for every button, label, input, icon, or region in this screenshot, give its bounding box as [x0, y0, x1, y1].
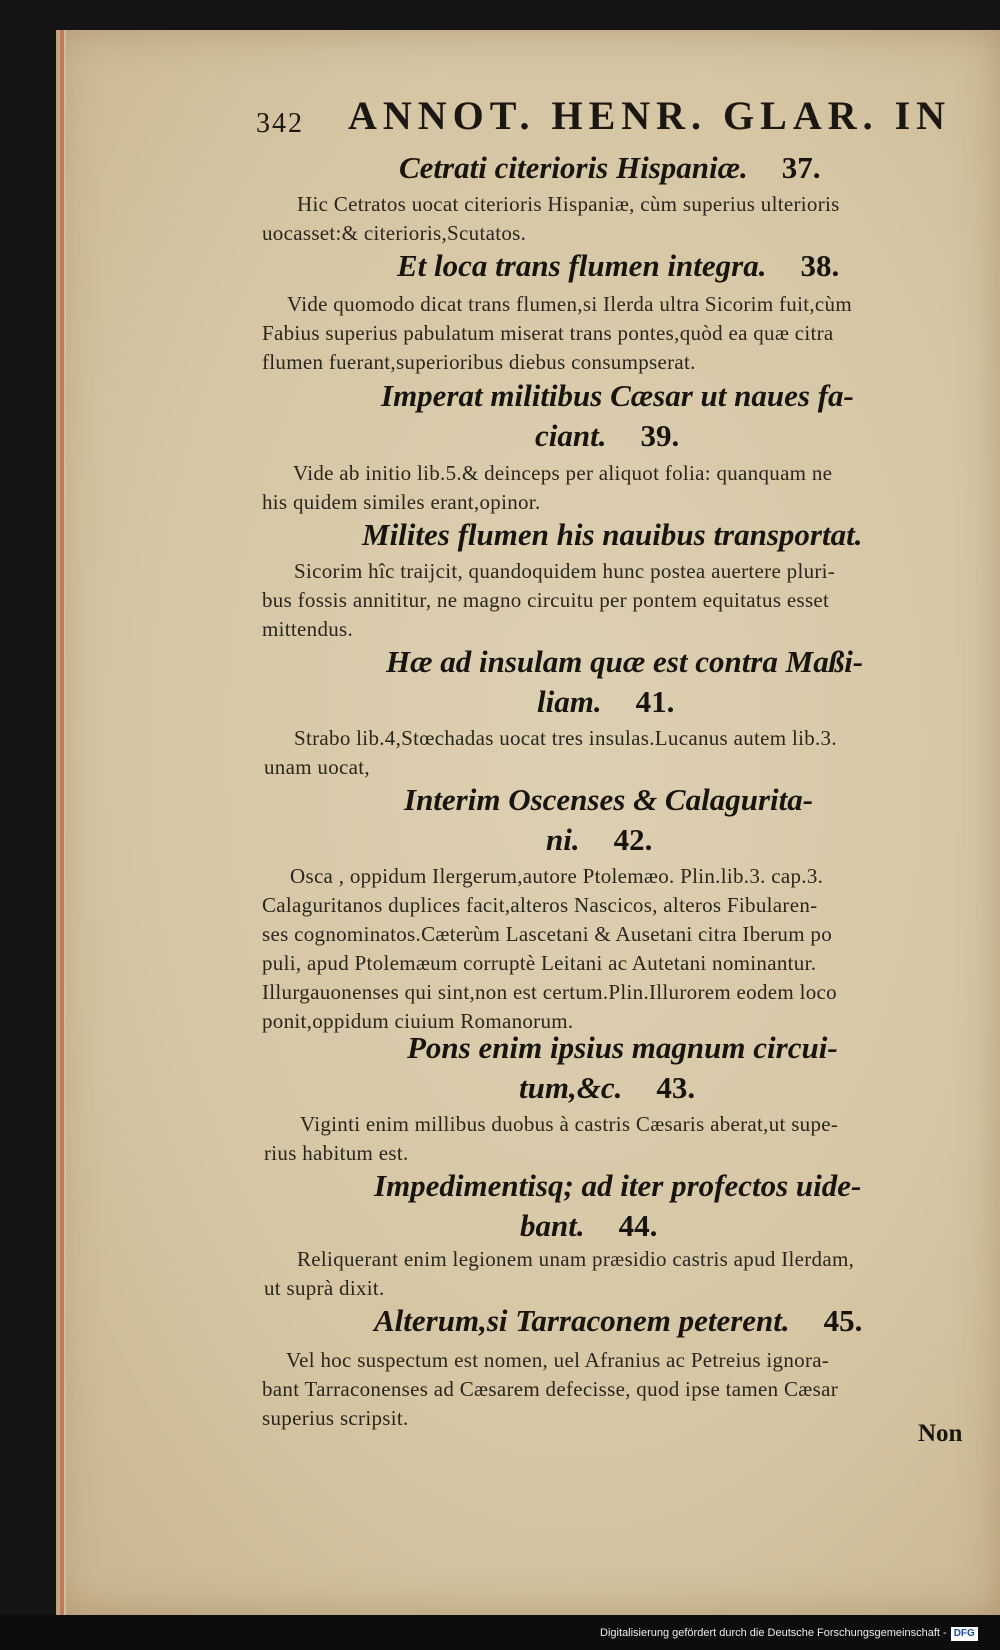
note-number: 43.: [656, 1070, 696, 1105]
running-header: [256, 92, 952, 142]
note-number: 38.: [800, 248, 840, 283]
note-number: 44.: [618, 1208, 658, 1243]
lemma-heading: Milites flumen his nauibus transportat.: [362, 517, 863, 552]
note-number: 37.: [781, 150, 821, 185]
running-title: ANNOT. HENR. GLAR. IN: [348, 93, 952, 138]
page-number: 342: [256, 108, 304, 139]
lemma-heading: bant. 44.: [520, 1208, 658, 1243]
lemma-heading: liam. 41.: [537, 684, 675, 719]
body-text-line: Fabius superius pabulatum miserat trans pontes,quòd ea quæ citra: [262, 321, 834, 345]
body-text-line: Illurgauonenses qui sint,non est certum.Plin.Illurorem eodem loco: [262, 980, 837, 1004]
body-text-line: Osca , oppidum Ilergerum,autore Ptolemæo. Plin.lib.3. cap.3.: [290, 864, 824, 888]
body-text-line: unam uocat,: [264, 755, 370, 779]
lemma-heading: Hæ ad insulam quæ est contra Maßi-: [386, 644, 864, 679]
body-text-line: his quidem similes erant,opinor.: [262, 490, 541, 514]
body-text-line: Strabo lib.4,Stœchadas uocat tres insulas.Lucanus autem lib.3.: [294, 726, 837, 750]
lemma-heading: tum,&c. 43.: [519, 1070, 696, 1105]
lemma-heading: Impedimentisq; ad iter profectos uide-: [374, 1168, 862, 1203]
credit-text: Digitalisierung gefördert durch die Deutsche Forschungsgemeinschaft -: [600, 1627, 947, 1639]
lemma-heading: ni. 42.: [546, 822, 653, 857]
body-text-line: ut suprà dixit.: [264, 1276, 385, 1300]
lemma-heading: Interim Oscenses & Calagurita-: [404, 782, 814, 817]
body-text-line: bant Tarraconenses ad Cæsarem defecisse, quod ipse tamen Cæsar: [262, 1377, 838, 1401]
dfg-logo: DFG: [951, 1627, 978, 1641]
body-text-line: Vide quomodo dicat trans flumen,si Ilerda ultra Sicorim fuit,cùm: [287, 292, 852, 316]
body-text-line: Reliquerant enim legionem unam præsidio castris apud Ilerdam,: [297, 1247, 855, 1271]
digitization-credit: [600, 1627, 978, 1645]
note-number: 45.: [823, 1303, 863, 1338]
lemma-heading: Cetrati citerioris Hispaniæ. 37.: [399, 150, 821, 185]
lemma-heading: Alterum,si Tarraconem peterent. 45.: [374, 1303, 863, 1338]
lemma-heading: Imperat militibus Cæsar ut naues fa-: [381, 378, 854, 413]
body-text-line: Sicorim hîc traijcit, quandoquidem hunc postea auertere pluri-: [294, 559, 836, 583]
lemma-heading: Pons enim ipsius magnum circui-: [407, 1030, 838, 1065]
catchword: Non: [918, 1420, 963, 1447]
body-text-line: rius habitum est.: [264, 1141, 409, 1165]
lemma-heading: ciant. 39.: [535, 418, 680, 453]
body-text-line: ses cognominatos.Cæterùm Lascetani & Ausetani citra Iberum po: [262, 922, 833, 946]
body-text-line: mittendus.: [262, 617, 354, 641]
body-text-line: uocasset:& citerioris,Scutatos.: [262, 221, 527, 245]
body-text-line: puli, apud Ptolemæum corruptè Leitani ac Autetani nominantur.: [262, 951, 817, 975]
body-text-line: Calaguritanos duplices facit,alteros Nascicos, alteros Fibularen-: [262, 893, 818, 917]
body-text-line: flumen fuerant,superioribus diebus consumpserat.: [262, 350, 696, 374]
body-text-line: ponit,oppidum ciuium Romanorum.: [262, 1009, 574, 1033]
body-text-line: Vide ab initio lib.5.& deinceps per aliquot folia: quanquam ne: [293, 461, 833, 485]
body-text-line: superius scripsit.: [262, 1406, 409, 1430]
body-text-line: bus fossis annititur, ne magno circuitu per pontem equitatus esset: [262, 588, 830, 612]
body-text-line: Hic Cetratos uocat citerioris Hispaniæ, cùm superius ulterioris: [297, 192, 840, 216]
body-text-line: Vel hoc suspectum est nomen, uel Afranius ac Petreius ignora-: [286, 1348, 830, 1372]
lemma-heading: Et loca trans flumen integra. 38.: [397, 248, 840, 283]
page-edge-stain: [60, 30, 64, 1615]
body-text-line: Viginti enim millibus duobus à castris Cæsaris aberat,ut supe-: [300, 1112, 839, 1136]
note-number: 41.: [635, 684, 675, 719]
note-number: 42.: [613, 822, 653, 857]
note-number: 39.: [640, 418, 680, 453]
